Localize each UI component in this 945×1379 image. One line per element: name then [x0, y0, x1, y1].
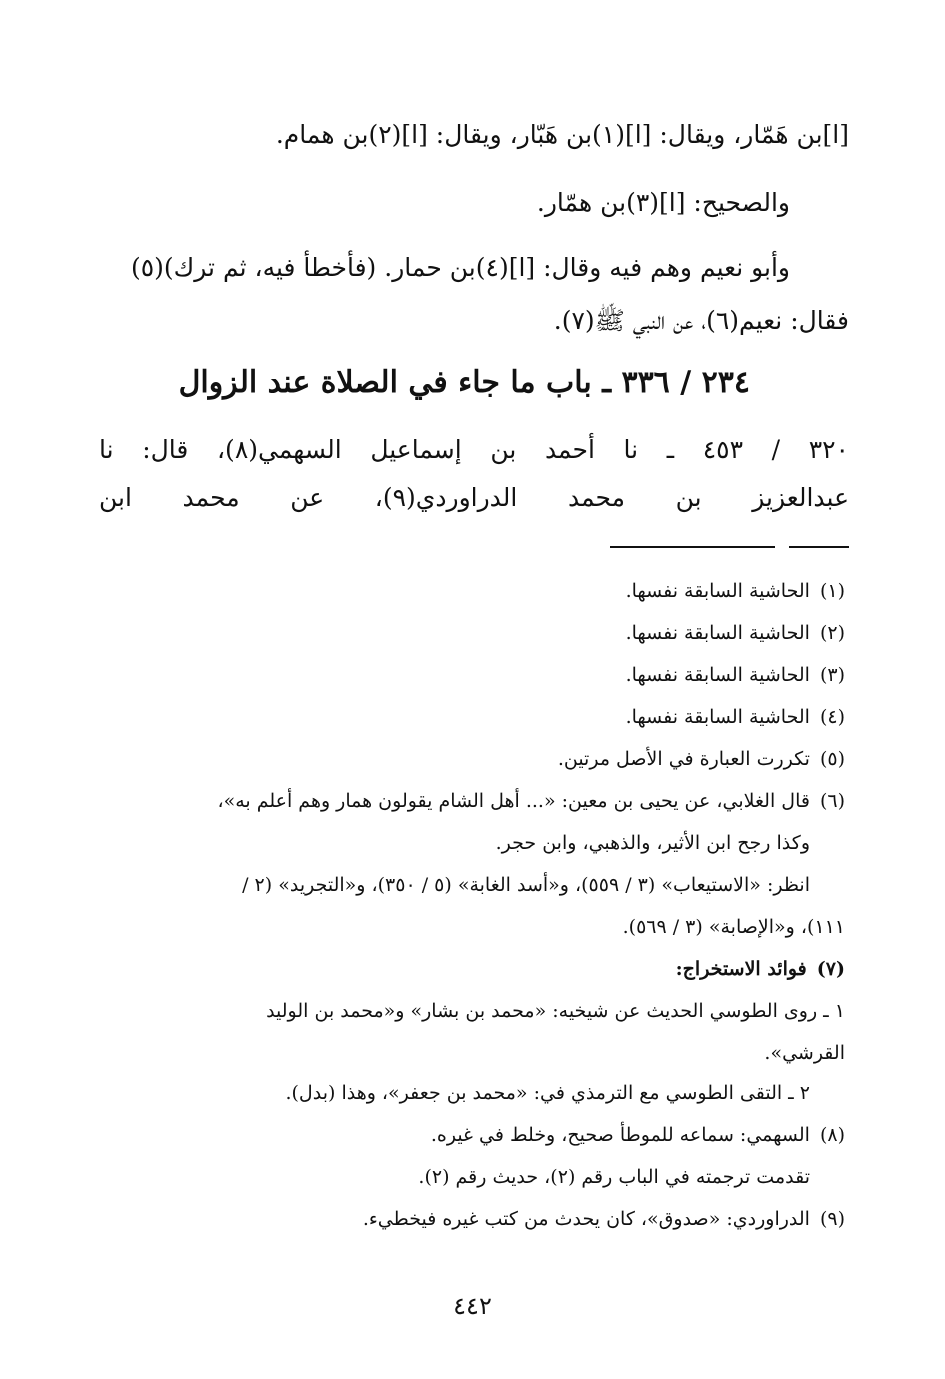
footnote-number: (٧) [816, 958, 845, 980]
footnote-number: (٢) [819, 622, 845, 644]
footnote-text: الدراوردي: «صدوق»، كان يحدث من كتب غيره فيخطيء. [362, 1208, 810, 1230]
footnote-8-cont [418, 1166, 810, 1188]
body-line-1: [ا]بن هَمّار، ويقال: [ا](١)بن هَبّار، ويقال: [ا](٢)بن همام. [275, 120, 849, 149]
footnote-9 [363, 1208, 845, 1230]
body-line-3: وأبو نعيم وهم فيه وقال: [ا](٤)بن حمار. (فأخطأ فيه، ثم ترك)(٥) [130, 253, 790, 282]
body-line-4: فقال: نعيم(٦)، عن النبي ﷺ(٧). [553, 306, 849, 335]
footnote-text: الحاشية السابقة نفسها. [625, 580, 810, 602]
footnote-text: فوائد الاستخراج: [675, 958, 807, 980]
footnote-text: انظر: «الاستيعاب» (٣ / ٥٥٩)، و«أسد الغابة» (٥ / ٣٥٠)، و«التجريد» (٢ / [242, 874, 810, 896]
footnote-2 [626, 622, 845, 644]
footnote-6-cont-3 [623, 916, 845, 938]
footnote-5 [558, 748, 845, 770]
hadith-line-2: عبدالعزيز بن محمد الدراوردي(٩)، عن محمد ابن [99, 483, 849, 512]
footnote-number: (٨) [819, 1124, 845, 1146]
chapter-heading: ٢٣٤ / ٣٣٦ ـ باب ما جاء في الصلاة عند الزوال [178, 365, 750, 400]
footnote-text: ٢ ـ التقى الطوسي مع الترمذي في: «محمد بن جعفر»، وهذا (بدل). [285, 1082, 810, 1104]
footnote-8 [431, 1124, 845, 1146]
page-number: ٤٤٢ [453, 1292, 492, 1320]
footnote-text: ١ ـ روى الطوسي الحديث عن شيخيه: «محمد بن بشار» و«محمد بن الوليد [266, 1000, 845, 1022]
footnote-number: (٥) [819, 748, 845, 770]
footnote-3 [626, 664, 845, 686]
footnote-text: الحاشية السابقة نفسها. [625, 706, 810, 728]
footnote-7-cont-1 [266, 1000, 845, 1022]
footnote-number: (٤) [819, 706, 845, 728]
footnote-separator-short [789, 546, 849, 548]
footnote-text: الحاشية السابقة نفسها. [625, 664, 810, 686]
footnote-1 [626, 580, 845, 602]
footnote-text: ١١١)، و«الإصابة» (٣ / ٥٦٩). [622, 916, 845, 938]
footnote-6-cont-1 [496, 832, 810, 854]
footnote-6 [217, 790, 845, 812]
body-line-2: والصحيح: [ا](٣)بن همّار. [536, 188, 790, 217]
hadith-line-1: ٣٢٠ / ٤٥٣ ـ نا أحمد بن إسماعيل السهمي(٨)، قال: نا [99, 435, 849, 464]
footnote-text: القرشي». [764, 1042, 845, 1064]
footnote-text: قال الغلابي، عن يحيى بن معين: «... أهل الشام يقولون همار وهم أعلم به»، [217, 790, 810, 812]
footnote-number: (٣) [819, 664, 845, 686]
footnote-text: السهمي: سماعه للموطأ صحيح، وخلط في غيره. [430, 1124, 810, 1146]
footnote-4 [626, 706, 845, 728]
footnote-number: (١) [819, 580, 845, 602]
footnote-7-cont-2 [764, 1042, 845, 1064]
footnote-text: تكررت العبارة في الأصل مرتين. [557, 748, 810, 770]
footnote-number: (٦) [819, 790, 845, 812]
footnote-text: الحاشية السابقة نفسها. [625, 622, 810, 644]
footnote-separator-long [610, 546, 775, 548]
footnote-7-cont-3 [285, 1082, 810, 1104]
footnote-7 [676, 958, 845, 980]
footnote-number: (٩) [819, 1208, 845, 1230]
footnote-text: تقدمت ترجمته في الباب رقم (٢)، حديث رقم (٢). [418, 1166, 810, 1188]
footnote-text: وكذا رجح ابن الأثير، والذهبي، وابن حجر. [495, 832, 810, 854]
footnote-6-cont-2 [242, 874, 810, 896]
